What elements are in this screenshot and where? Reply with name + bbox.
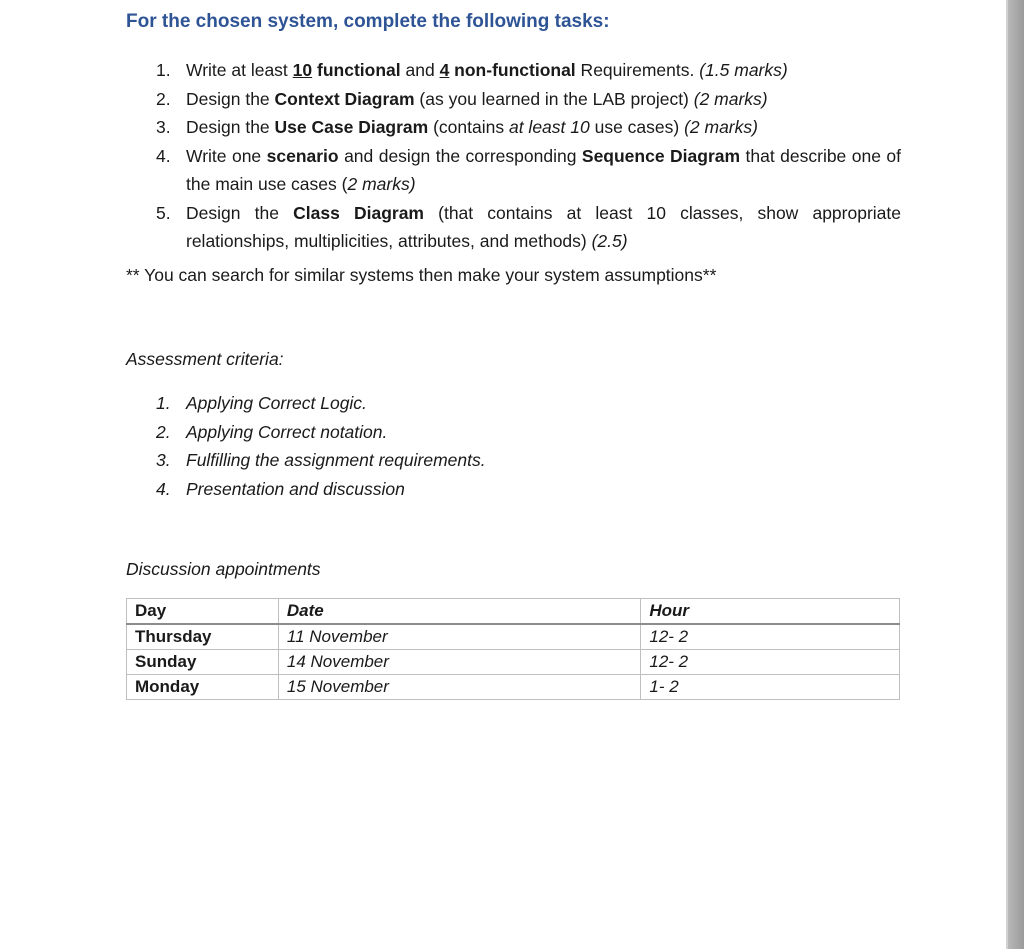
task-marks: (2 marks) — [684, 117, 758, 137]
task-item — [156, 56, 901, 85]
task-text: Design the — [186, 88, 275, 109]
cell-hour: 1- 2 — [641, 675, 900, 700]
criteria-item — [156, 475, 486, 504]
task-text: that describe one of the main use cases ( — [186, 145, 901, 194]
task-text: (as you learned in the LAB project) — [414, 88, 694, 109]
cell-hour: 12- 2 — [641, 650, 900, 675]
task-item — [156, 199, 901, 256]
criteria-item — [156, 418, 486, 447]
criteria-number: 3. — [156, 450, 171, 470]
cell-day: Sunday — [127, 650, 279, 675]
column-header-hour: Hour — [641, 599, 900, 625]
table-header-row — [127, 599, 900, 625]
column-header-day: Day — [127, 599, 279, 625]
task-bold-text: Context Diagram — [274, 88, 415, 109]
task-bold-text: 10 — [292, 60, 313, 80]
task-text: Design the — [186, 202, 294, 223]
assessment-list — [156, 389, 486, 503]
table-row — [127, 624, 900, 650]
criteria-number: 2. — [156, 421, 171, 442]
task-item — [156, 113, 901, 142]
criteria-item — [156, 446, 486, 475]
task-bold-text: 4 — [439, 60, 450, 80]
task-item — [156, 142, 901, 199]
criteria-number: 1. — [156, 393, 171, 413]
task-item — [156, 85, 901, 114]
task-bold-text: scenario — [266, 145, 339, 166]
task-bold-text: Class Diagram — [293, 202, 424, 223]
criteria-item — [156, 389, 486, 418]
cell-day: Thursday — [127, 624, 279, 650]
cell-date: 11 November — [278, 624, 640, 650]
task-text: (contains — [428, 117, 509, 137]
column-header-date: Date — [278, 599, 640, 625]
task-bold-text: Use Case Diagram — [274, 117, 429, 137]
task-text: and design the corresponding — [338, 145, 582, 166]
appointments-table — [126, 598, 900, 700]
task-list — [156, 56, 901, 256]
table-row — [127, 650, 900, 675]
task-number: 5. — [156, 202, 171, 223]
criteria-text: Presentation and discussion — [186, 478, 405, 499]
task-number: 2. — [156, 88, 171, 109]
cell-hour: 12- 2 — [641, 624, 900, 650]
assessment-heading: Assessment criteria: — [126, 349, 284, 369]
task-bold-text: non-functional — [454, 60, 576, 80]
task-marks: (1.5 marks) — [699, 60, 788, 80]
task-text: use cases) — [589, 117, 685, 137]
viewer-gutter — [1008, 0, 1024, 949]
task-text: Write one — [186, 145, 267, 166]
criteria-number: 4. — [156, 478, 171, 499]
task-marks: (2 marks) — [693, 88, 768, 109]
task-text: Design the — [186, 117, 275, 137]
assumptions-note: ** You can search for similar systems then make your system assumptions** — [126, 265, 717, 285]
criteria-text: Fulfilling the assignment requirements. — [186, 450, 486, 470]
task-text: Requirements. — [575, 60, 700, 80]
task-text: (that contains at least 10 classes, show appropriate relationships, multiplicities, attributes, and methods) — [186, 202, 901, 251]
cell-date: 15 November — [278, 675, 640, 700]
appointments-heading: Discussion appointments — [126, 559, 321, 579]
criteria-text: Applying Correct notation. — [186, 421, 388, 442]
table-row — [127, 675, 900, 700]
page-title: For the chosen system, complete the following tasks: — [126, 11, 610, 32]
task-bold-text: functional — [317, 60, 401, 80]
task-bold-text: Sequence Diagram — [581, 145, 741, 166]
cell-day: Monday — [127, 675, 279, 700]
task-marks: (2.5) — [591, 231, 628, 251]
task-number: 4. — [156, 145, 171, 166]
task-marks: 2 marks) — [347, 174, 416, 194]
task-text: and — [400, 60, 440, 80]
task-number: 3. — [156, 117, 171, 137]
cell-date: 14 November — [278, 650, 640, 675]
task-number: 1. — [156, 60, 171, 80]
task-text: Write at least — [186, 60, 293, 80]
task-italic-text: at least 10 — [508, 117, 590, 137]
criteria-text: Applying Correct Logic. — [186, 393, 367, 413]
